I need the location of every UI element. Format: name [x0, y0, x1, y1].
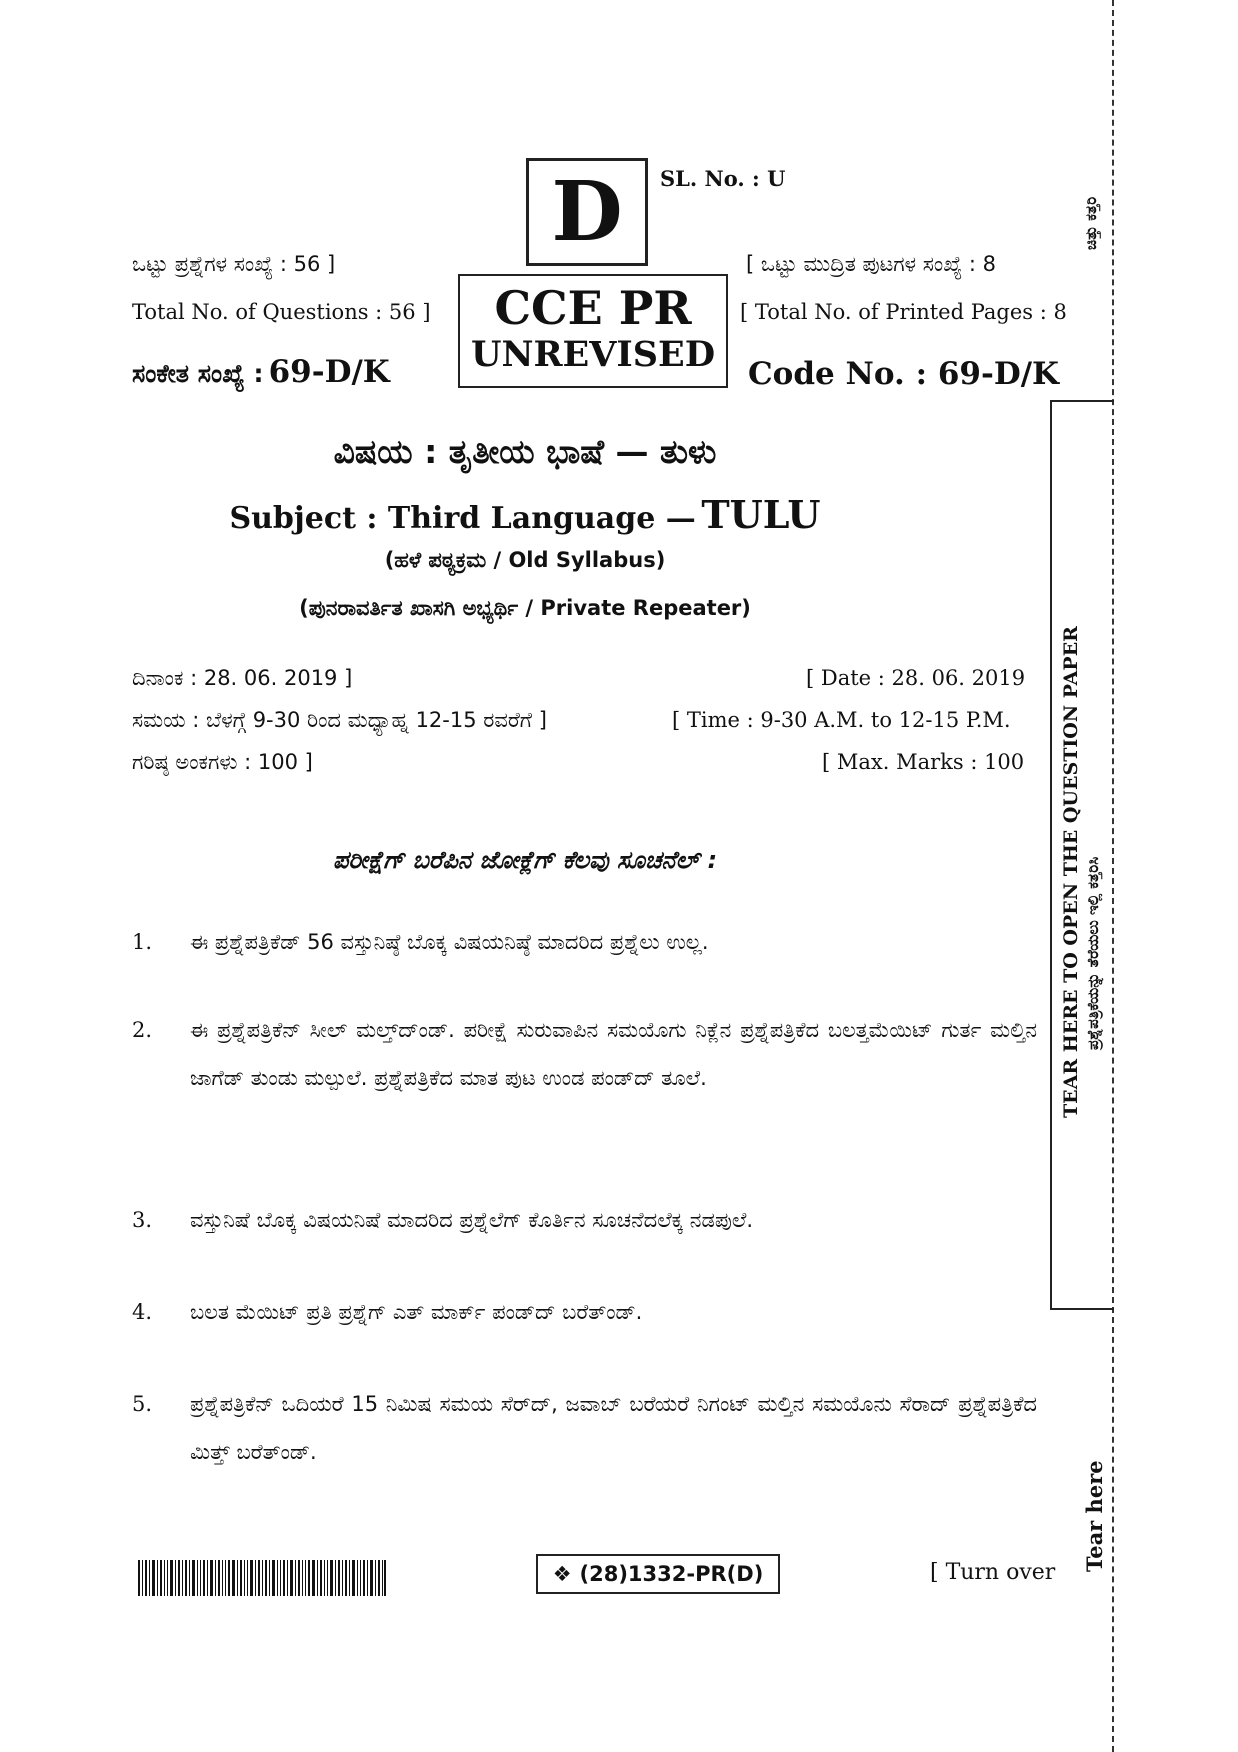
paper-code: (28)1332-PR(D): [579, 1562, 764, 1586]
tear-main-english: TEAR HERE TO OPEN THE QUESTION PAPER: [1060, 626, 1082, 1118]
date-kannada: ದಿನಾಂಕ : 28. 06. 2019 ]: [132, 666, 353, 690]
exam-type-line2: UNREVISED: [470, 334, 716, 375]
instruction-text: ಈ ಪ್ರಶ್ನೆಪತ್ರಿಕೆನ್ ಸೀಲ್ ಮಲ್ತ್‌ದ್‌ಂಡ್. ಪರೀಕ್ಷೆ ಸುರುವಾಪಿನ ಸಮಯೊಗು ನಿಕ್ಲೆನ ಪ್ರಶ್ನೆಪತ್ರಿಕೆದ ಬಲತ್ತಮೆಯಿಟ್ ಗುರ್ತ ಮಲ್ತಿನ ಜಾಗೆಡ್ ತುಂಡು ಮಲ್ಪುಲೆ. ಪ್ರಶ್ನೆಪತ್ರಿಕೆದ ಮಾತ ಪುಟ ಉಂಡ ಪಂಡ್‌ದ್ ತೂಲೆ.: [190, 1018, 1037, 1090]
code-kannada-value: 69-D/K: [268, 354, 390, 390]
diamond-icon: ❖: [552, 1562, 572, 1586]
total-questions-kannada: ಒಟ್ಟು ಪ್ರಶ್ನೆಗಳ ಸಂಖ್ಯೆ : 56 ]: [132, 252, 336, 276]
instruction-text: ಪ್ರಶ್ನೆಪತ್ರಿಕೆನ್ ಒದಿಯರೆ 15 ನಿಮಿಷ ಸಮಯ ಸೆರ್‌ದ್, ಜವಾಬ್ ಬರೆಯರೆ ನಿಗಂಟ್ ಮಲ್ತಿನ ಸಮಯೊನು ಸೆರಾದ್ ಪ್ರಶ್ನೆಪತ್ರಿಕೆದ ಮಿತ್ತ್ ಬರೆತ್‌ಂಡ್.: [190, 1392, 1037, 1464]
exam-type-line1: CCE PR: [494, 281, 692, 335]
paper-code-box: [536, 1554, 780, 1594]
turn-over-label: [ Turn over: [930, 1560, 1056, 1585]
serial-number: SL. No. : U: [660, 166, 786, 191]
instruction-number: 4.: [132, 1300, 153, 1324]
tear-main-kannada: ಪ್ರಶ್ನೆಪತ್ರಿಕೆಯನ್ನು ತೆರೆಯಲು ಇಲ್ಲಿ ಕತ್ತರಿಸಿ: [1084, 856, 1102, 1050]
instruction-text: ವಸ್ತುನಿಷೆ ಬೊಕ್ಕ ವಿಷಯನಿಷೆ ಮಾದರಿದ ಪ್ರಶ್ನೆಲೆಗ್ ಕೊರ್ತಿನ ಸೂಚನೆದಲೆಕ್ಕ ನಡಪುಲೆ.: [190, 1208, 754, 1232]
instruction-item: [132, 1006, 1037, 1102]
total-pages-english: [ Total No. of Printed Pages : 8: [740, 300, 1067, 324]
total-questions-english: Total No. of Questions : 56 ]: [132, 300, 431, 324]
marks-kannada: ಗರಿಷ್ಠ ಅಂಕಗಳು : 100 ]: [132, 750, 313, 774]
date-english: [ Date : 28. 06. 2019: [806, 666, 1026, 690]
total-pages-kannada: [ ಒಟ್ಟು ಮುದ್ರಿತ ಪುಟಗಳ ಸಂಖ್ಯೆ : 8: [746, 252, 997, 276]
marks-english: [ Max. Marks : 100: [822, 750, 1025, 774]
instruction-number: 1.: [132, 930, 153, 954]
time-kannada: ಸಮಯ : ಬೆಳಗ್ಗೆ 9-30 ರಿಂದ ಮಧ್ಯಾಹ್ನ 12-15 ರವರೆಗೆ ]: [132, 708, 547, 732]
subject-english: [0, 492, 1050, 537]
exam-type-box: [458, 274, 728, 388]
instruction-item: [132, 918, 1037, 966]
time-english: [ Time : 9-30 A.M. to 12-15 P.M.: [672, 708, 1011, 732]
candidate-line: (ಪುನರಾವರ್ತಿತ ಖಾಸಗಿ ಅಭ್ಯರ್ಥಿ / Private Repeater): [299, 596, 751, 620]
code-english: Code No. : 69-D/K: [748, 356, 1059, 392]
instruction-text: ಬಲತ ಮೆಯಿಟ್ ಪ್ರತಿ ಪ್ರಶ್ನೆಗ್ ಎತ್ ಮಾರ್ಕ್ ಪಂಡ್‌ದ್ ಬರೆತ್‌ಂಡ್.: [190, 1300, 643, 1324]
barcode: [138, 1560, 386, 1596]
tear-top-kannada: ಚಿತ್ತು ಕತ್ತರಿ: [1082, 196, 1100, 250]
instructions-heading: ಪರೀಕ್ಷೆಗ್ ಬರೆಪಿನ ಜೋಕ್ಲೆಗ್ ಕೆಲವು ಸೂಚನೆಲ್ :: [332, 846, 718, 874]
version-letter-box: D: [526, 158, 648, 266]
instruction-number: 5.: [132, 1392, 153, 1416]
subject-kannada: ವಿಷಯ : ತೃತೀಯ ಭಾಷೆ — ತುಳು: [333, 432, 717, 471]
instruction-item: [132, 1288, 1037, 1336]
instruction-number: 2.: [132, 1018, 153, 1042]
instruction-text: ಈ ಪ್ರಶ್ನೆಪತ್ರಿಕೆಡ್ 56 ವಸ್ತುನಿಷ್ಠೆ ಬೊಕ್ಕ ವಿಷಯನಿಷ್ಠೆ ಮಾದರಿದ ಪ್ರಶ್ನೆಲು ಉಲ್ಲ.: [190, 930, 709, 954]
code-kannada-label: ಸಂಕೇತ ಸಂಖ್ಯೆ :: [132, 359, 264, 388]
instruction-item: [132, 1380, 1037, 1476]
subject-english-language: TULU: [701, 492, 821, 537]
instruction-number: 3.: [132, 1208, 153, 1232]
instruction-item: [132, 1196, 1037, 1244]
tear-here-label: Tear here: [1082, 1460, 1107, 1572]
code-kannada: [132, 354, 390, 390]
subject-english-prefix: Subject : Third Language —: [229, 501, 696, 536]
syllabus-line: (ಹಳೆ ಪಠ್ಯಕ್ರಮ / Old Syllabus): [384, 548, 666, 572]
